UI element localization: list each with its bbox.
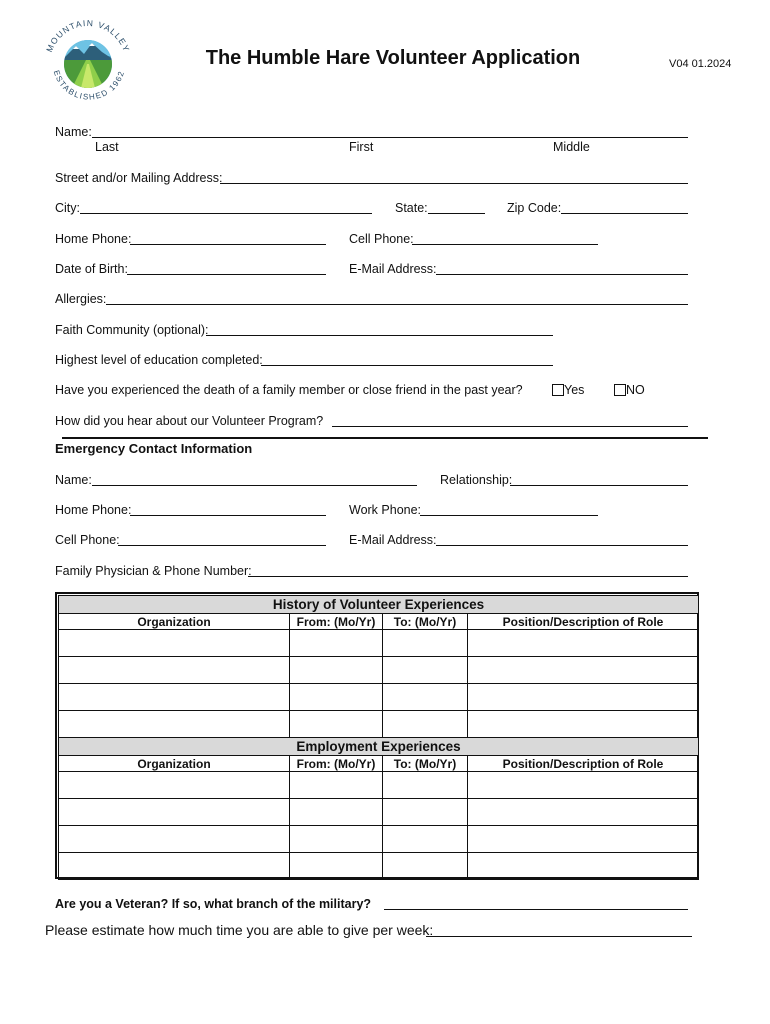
table-cell[interactable]: [468, 711, 699, 738]
home-phone-label: Home Phone:: [55, 232, 132, 246]
table-cell[interactable]: [468, 826, 699, 853]
name-label: Name:: [55, 125, 92, 139]
email-label: E-Mail Address:: [349, 262, 437, 276]
employment-table-caption: Employment Experiences: [59, 738, 699, 756]
emergency-heading: Emergency Contact Information: [55, 441, 253, 456]
table-row: [59, 772, 699, 799]
table-cell[interactable]: [59, 657, 290, 684]
emergency-cell-phone-field[interactable]: [118, 545, 326, 546]
table-cell[interactable]: [468, 772, 699, 799]
column-header: From: (Mo/Yr): [290, 614, 383, 630]
physician-label: Family Physician & Phone Number:: [55, 564, 252, 578]
table-row: [59, 711, 699, 738]
emergency-name-label: Name:: [55, 473, 92, 487]
emergency-email-field[interactable]: [436, 545, 688, 546]
name-field[interactable]: [92, 137, 688, 138]
table-cell[interactable]: [468, 630, 699, 657]
city-label: City:: [55, 201, 80, 215]
table-cell[interactable]: [383, 630, 468, 657]
table-cell[interactable]: [383, 684, 468, 711]
cell-phone-field[interactable]: [412, 244, 598, 245]
table-cell[interactable]: [59, 826, 290, 853]
first-name-caption: First: [349, 140, 374, 154]
table-cell[interactable]: [290, 630, 383, 657]
education-field[interactable]: [261, 365, 553, 366]
work-phone-field[interactable]: [420, 515, 598, 516]
time-question: Please estimate how much time you are able to give per week:: [45, 922, 434, 938]
logo-top-text: MOUNTAIN VALLEY: [44, 17, 132, 54]
table-cell[interactable]: [383, 853, 468, 880]
table-cell[interactable]: [383, 799, 468, 826]
dob-label: Date of Birth:: [55, 262, 128, 276]
table-cell[interactable]: [290, 853, 383, 880]
city-field[interactable]: [80, 213, 372, 214]
table-cell[interactable]: [59, 772, 290, 799]
table-cell[interactable]: [383, 772, 468, 799]
address-field[interactable]: [220, 183, 688, 184]
column-header: Position/Description of Role: [468, 614, 699, 630]
column-header: From: (Mo/Yr): [290, 756, 383, 772]
logo-bottom-text: ESTABLISHED 1962: [51, 69, 127, 102]
zip-field[interactable]: [561, 213, 688, 214]
table-cell[interactable]: [59, 853, 290, 880]
last-name-caption: Last: [95, 140, 119, 154]
time-field[interactable]: [426, 936, 692, 937]
table-cell[interactable]: [383, 711, 468, 738]
volunteer-history-table: [58, 595, 699, 738]
table-row: [59, 684, 699, 711]
table-cell[interactable]: [290, 684, 383, 711]
email-field[interactable]: [436, 274, 688, 275]
table-cell[interactable]: [59, 799, 290, 826]
column-header: Organization: [59, 756, 290, 772]
home-phone-field[interactable]: [130, 244, 326, 245]
emergency-name-field[interactable]: [92, 485, 417, 486]
column-header: Position/Description of Role: [468, 756, 699, 772]
table-cell[interactable]: [468, 684, 699, 711]
veteran-question: Are you a Veteran? If so, what branch of the military?: [55, 897, 372, 911]
no-label: NO: [626, 383, 645, 397]
column-header: Organization: [59, 614, 290, 630]
work-phone-label: Work Phone:: [349, 503, 422, 517]
dob-field[interactable]: [127, 274, 326, 275]
table-cell[interactable]: [383, 826, 468, 853]
table-row: [59, 826, 699, 853]
table-cell[interactable]: [59, 630, 290, 657]
address-label: Street and/or Mailing Address:: [55, 171, 223, 185]
column-header: To: (Mo/Yr): [383, 614, 468, 630]
education-label: Highest level of education completed:: [55, 353, 263, 367]
version-label: V04 01.2024: [669, 58, 732, 70]
yes-label: Yes: [564, 383, 585, 397]
faith-field[interactable]: [206, 335, 553, 336]
table-cell[interactable]: [290, 772, 383, 799]
employment-history-table: [58, 737, 699, 880]
veteran-field[interactable]: [384, 909, 688, 910]
volunteer-table-caption: History of Volunteer Experiences: [59, 596, 699, 614]
table-cell[interactable]: [468, 657, 699, 684]
relationship-field[interactable]: [510, 485, 688, 486]
table-row: [59, 630, 699, 657]
state-field[interactable]: [428, 213, 485, 214]
yes-checkbox[interactable]: [552, 384, 564, 396]
allergies-label: Allergies:: [55, 292, 107, 306]
column-header: To: (Mo/Yr): [383, 756, 468, 772]
table-cell[interactable]: [290, 657, 383, 684]
zip-label: Zip Code:: [507, 201, 562, 215]
hear-about-field[interactable]: [332, 426, 688, 427]
cell-phone-label: Cell Phone:: [349, 232, 414, 246]
emergency-cell-phone-label: Cell Phone:: [55, 533, 120, 547]
middle-name-caption: Middle: [553, 140, 590, 154]
page-title: The Humble Hare Volunteer Application: [205, 47, 581, 69]
section-divider: [62, 437, 708, 439]
table-row: [59, 853, 699, 880]
table-cell[interactable]: [383, 657, 468, 684]
table-cell[interactable]: [468, 799, 699, 826]
death-question: Have you experienced the death of a family member or close friend in the past year?: [55, 383, 523, 397]
table-cell[interactable]: [468, 853, 699, 880]
emergency-email-label: E-Mail Address:: [349, 533, 437, 547]
state-label: State:: [395, 201, 428, 215]
physician-field[interactable]: [248, 576, 688, 577]
table-cell[interactable]: [59, 711, 290, 738]
relationship-label: Relationship:: [440, 473, 513, 487]
table-cell[interactable]: [290, 711, 383, 738]
emergency-home-phone-label: Home Phone:: [55, 503, 132, 517]
emergency-home-phone-field[interactable]: [130, 515, 326, 516]
table-row: [59, 657, 699, 684]
table-row: [59, 799, 699, 826]
table-cell[interactable]: [290, 826, 383, 853]
no-checkbox[interactable]: [614, 384, 626, 396]
allergies-field[interactable]: [106, 304, 688, 305]
table-cell[interactable]: [59, 684, 290, 711]
hear-about-label: How did you hear about our Volunteer Program?: [55, 414, 324, 428]
faith-label: Faith Community (optional):: [55, 323, 209, 337]
table-cell[interactable]: [290, 799, 383, 826]
